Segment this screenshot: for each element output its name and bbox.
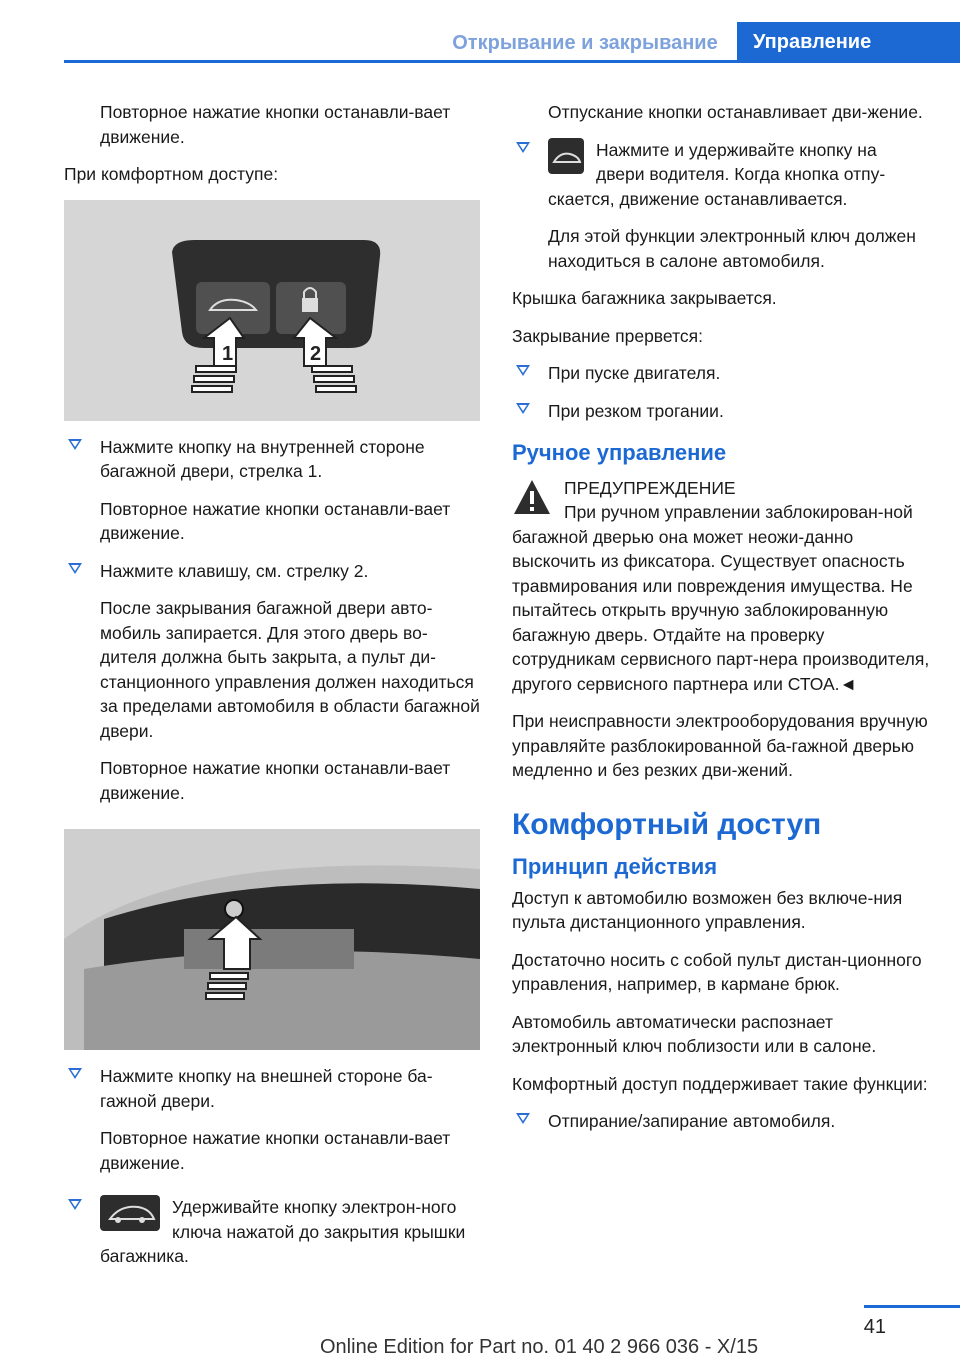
paragraph: Повторное нажатие кнопки останавли-вает движение.: [100, 102, 451, 147]
header-rule: [64, 60, 960, 63]
header-section-title: Открывание и закрывание: [452, 32, 718, 54]
paragraph: Крышка багажника закрывается.: [512, 288, 777, 308]
list-item: При пуске двигателя.: [512, 361, 930, 386]
list-item: Удерживайте кнопку электрон-ного ключа нажатой до закрытия крышки багажника.: [64, 1195, 480, 1269]
edition-footer: Online Edition for Part no. 01 40 2 966 036 - X/15: [320, 1336, 759, 1358]
figure-tailgate-outside: [64, 829, 480, 1050]
page-number: 41: [863, 1316, 886, 1338]
paragraph: После закрывания багажной двери авто-мобиль запирается. Для этого дверь во-дителя должна быть закрыта, а пульт ди-станционного управления должен находиться за пределами автомобиля в области багажной двери.: [100, 598, 480, 741]
list-item: При резком трогании.: [512, 399, 930, 424]
list-item: Нажмите клавишу, см. стрелку 2.: [64, 559, 480, 584]
paragraph: Автомобиль автоматически распознает электронный ключ поблизости или в салоне.: [512, 1011, 877, 1056]
header-chapter-tab: Управление: [737, 22, 960, 62]
tailgate-key-icon: [100, 1195, 160, 1231]
paragraph: Повторное нажатие кнопки останавли-вает движение.: [100, 758, 451, 803]
warning-block: [512, 476, 930, 697]
right-column: [512, 100, 930, 1147]
warning-title: ПРЕДУПРЕЖДЕНИЕ: [564, 477, 736, 498]
paragraph: Повторное нажатие кнопки останавли-вает движение.: [100, 1128, 451, 1173]
left-column: [64, 100, 480, 1282]
tailgate-illustration: [64, 829, 480, 1050]
list-item: Нажмите кнопку на внешней стороне ба-гажной двери.: [64, 1064, 480, 1113]
paragraph: Закрывание прервется:: [512, 325, 703, 346]
bullet-triangle-icon: [68, 1199, 82, 1210]
bullet-triangle-icon: [516, 142, 530, 153]
list-item: Нажмите кнопку на внутренней стороне багажной двери, стрелка 1.: [64, 435, 480, 484]
arrow-label-2: 2: [310, 342, 322, 365]
warning-icon: [512, 478, 552, 523]
bullet-triangle-icon: [516, 1113, 530, 1124]
list-item: Отпирание/запирание автомобиля.: [512, 1109, 930, 1134]
paragraph: Повторное нажатие кнопки останавли-вает движение.: [100, 498, 451, 543]
paragraph: При неисправности электрооборудования вручную управляйте разблокированной ба-гажной дверью медленно и без резких дви-жений.: [512, 711, 928, 780]
driver-door-tailgate-button-icon: [548, 138, 584, 174]
bullet-triangle-icon: [68, 1068, 82, 1079]
paragraph: При комфортном доступе:: [64, 164, 279, 184]
subheading-principle: Принцип действия: [512, 854, 718, 879]
paragraph: Для этой функции электронный ключ должен находиться в салоне автомобиля.: [548, 226, 916, 271]
paragraph: Доступ к автомобилю возможен без включе-ния пульта дистанционного управления.: [512, 887, 903, 932]
warning-text: При ручном управлении заблокирован-ной багажной дверью она может неожи-данно выскочить из фиксатора. Существует опасность травмирования или повреждения имущества. Не пытайтесь открыть вручную заблокированную багажную дверь. Отдайте на проверку сотрудникам сервисного парт-нера производителя, другого сервисного партнера или СТОА.◄: [512, 502, 930, 694]
bullet-triangle-icon: [516, 403, 530, 414]
list-item: Нажмите и удерживайте кнопку на двери водителя. Когда кнопка отпу-скается, движение останавливается.: [512, 138, 930, 212]
arrow-label-1: 1: [222, 342, 234, 365]
button-panel-illustration: [64, 200, 480, 421]
bullet-triangle-icon: [68, 439, 82, 450]
bullet-triangle-icon: [68, 563, 82, 574]
paragraph: Достаточно носить с собой пульт дистан-ционного управления, например, в кармане брюк.: [512, 949, 922, 994]
section-heading-comfort-access: Комфортный доступ: [512, 807, 822, 841]
paragraph: Отпускание кнопки останавливает дви-жение.: [548, 102, 923, 122]
bullet-triangle-icon: [516, 365, 530, 376]
paragraph: Комфортный доступ поддерживает такие функции:: [512, 1073, 928, 1094]
footer-rule: [864, 1305, 960, 1308]
section-heading-manual: Ручное управление: [512, 440, 727, 465]
figure-interior-buttons: [64, 200, 480, 421]
